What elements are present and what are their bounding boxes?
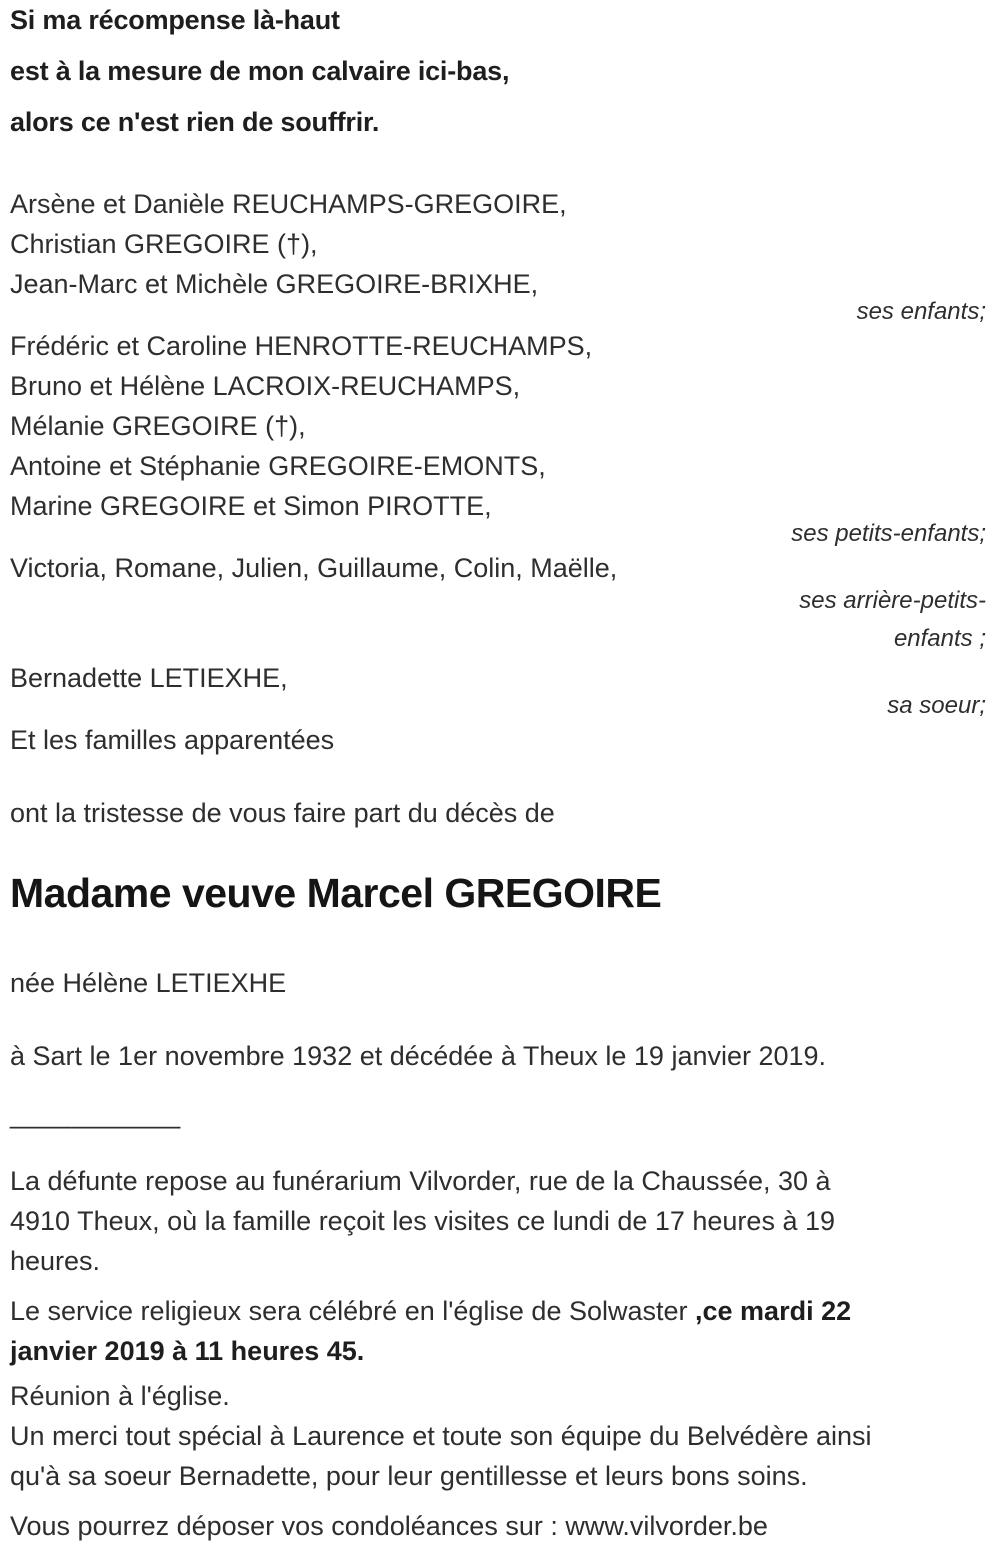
service-bold-date-part2: janvier 2019 à 11 heures 45. bbox=[10, 1336, 365, 1366]
family-member-line: Bernadette LETIEXHE, bbox=[10, 663, 288, 693]
separator-line: ___________ bbox=[10, 1099, 181, 1129]
family-member-line: Victoria, Romane, Julien, Guillaume, Colin, Maëlle, bbox=[10, 553, 618, 583]
family-group-grandchildren bbox=[10, 326, 986, 548]
text-line: heures. bbox=[10, 1246, 101, 1276]
life-dates-line: à Sart le 1er novembre 1932 et décédée à Theux le 19 janvier 2019. bbox=[10, 1041, 827, 1071]
family-group-sister bbox=[10, 658, 986, 720]
family-member-line: Jean-Marc et Michèle GREGOIRE-BRIXHE, bbox=[10, 269, 539, 299]
reunion-line: Réunion à l'église. bbox=[10, 1381, 230, 1411]
family-member-line: Arsène et Danièle REUCHAMPS-GREGOIRE, bbox=[10, 189, 567, 219]
epigraph-line-3: alors ce n'est rien de souffrir. bbox=[10, 107, 380, 137]
deceased-name-heading: Madame veuve Marcel GREGOIRE bbox=[10, 870, 662, 916]
condolences-url: www.vilvorder.be bbox=[565, 1511, 768, 1541]
relation-label-great-grandchildren: ses arrière-petits-enfants ; bbox=[799, 587, 986, 652]
epigraph bbox=[10, 6, 986, 136]
family-group-children bbox=[10, 184, 986, 326]
text-line bbox=[10, 1291, 986, 1331]
relation-label-children: ses enfants; bbox=[856, 298, 986, 325]
epigraph-line-2: est à la mesure de mon calvaire ici-bas, bbox=[10, 56, 510, 86]
service-normal-text: Le service religieux sera célébré en l'église de Solwaster bbox=[10, 1296, 696, 1326]
text-line: qu'à sa soeur Bernadette, pour leur gentillesse et leurs bons soins. bbox=[10, 1461, 808, 1491]
relation-label-sister: sa soeur; bbox=[887, 692, 986, 719]
text-line: Un merci tout spécial à Laurence et toute son équipe du Belvédère ainsi bbox=[10, 1421, 872, 1451]
family-member-line: Marine GREGOIRE et Simon PIROTTE, bbox=[10, 491, 492, 521]
family-group-great-grandchildren bbox=[10, 548, 986, 658]
condolences-prefix: Vous pourrez déposer vos condoléances sur : bbox=[10, 1511, 566, 1541]
related-families-line: Et les familles apparentées bbox=[10, 725, 335, 755]
thanks-paragraph bbox=[10, 1416, 986, 1496]
relation-label-grandchildren: ses petits-enfants; bbox=[791, 520, 986, 547]
family-member-line: Antoine et Stéphanie GREGOIRE-EMONTS, bbox=[10, 451, 546, 481]
condolences-line bbox=[10, 1506, 986, 1546]
text-line: La défunte repose au funérarium Vilvorder, rue de la Chaussée, 30 à bbox=[10, 1166, 831, 1196]
epigraph-line-1: Si ma récompense là-haut bbox=[10, 5, 340, 35]
family-member-line: Christian GREGOIRE (†), bbox=[10, 229, 318, 259]
family-member-line: Bruno et Hélène LACROIX-REUCHAMPS, bbox=[10, 371, 521, 401]
service-paragraph bbox=[10, 1291, 986, 1371]
family-member-line: Frédéric et Caroline HENROTTE-REUCHAMPS, bbox=[10, 331, 593, 361]
text-line: 4910 Theux, où la famille reçoit les visites ce lundi de 17 heures à 19 bbox=[10, 1206, 835, 1236]
repose-paragraph bbox=[10, 1161, 986, 1281]
announcement-line: ont la tristesse de vous faire part du décès de bbox=[10, 798, 555, 828]
service-bold-date-part1: ,ce mardi 22 bbox=[695, 1296, 852, 1326]
maiden-name-line: née Hélène LETIEXHE bbox=[10, 968, 287, 998]
family-member-line: Mélanie GREGOIRE (†), bbox=[10, 411, 306, 441]
family-list bbox=[10, 184, 986, 760]
